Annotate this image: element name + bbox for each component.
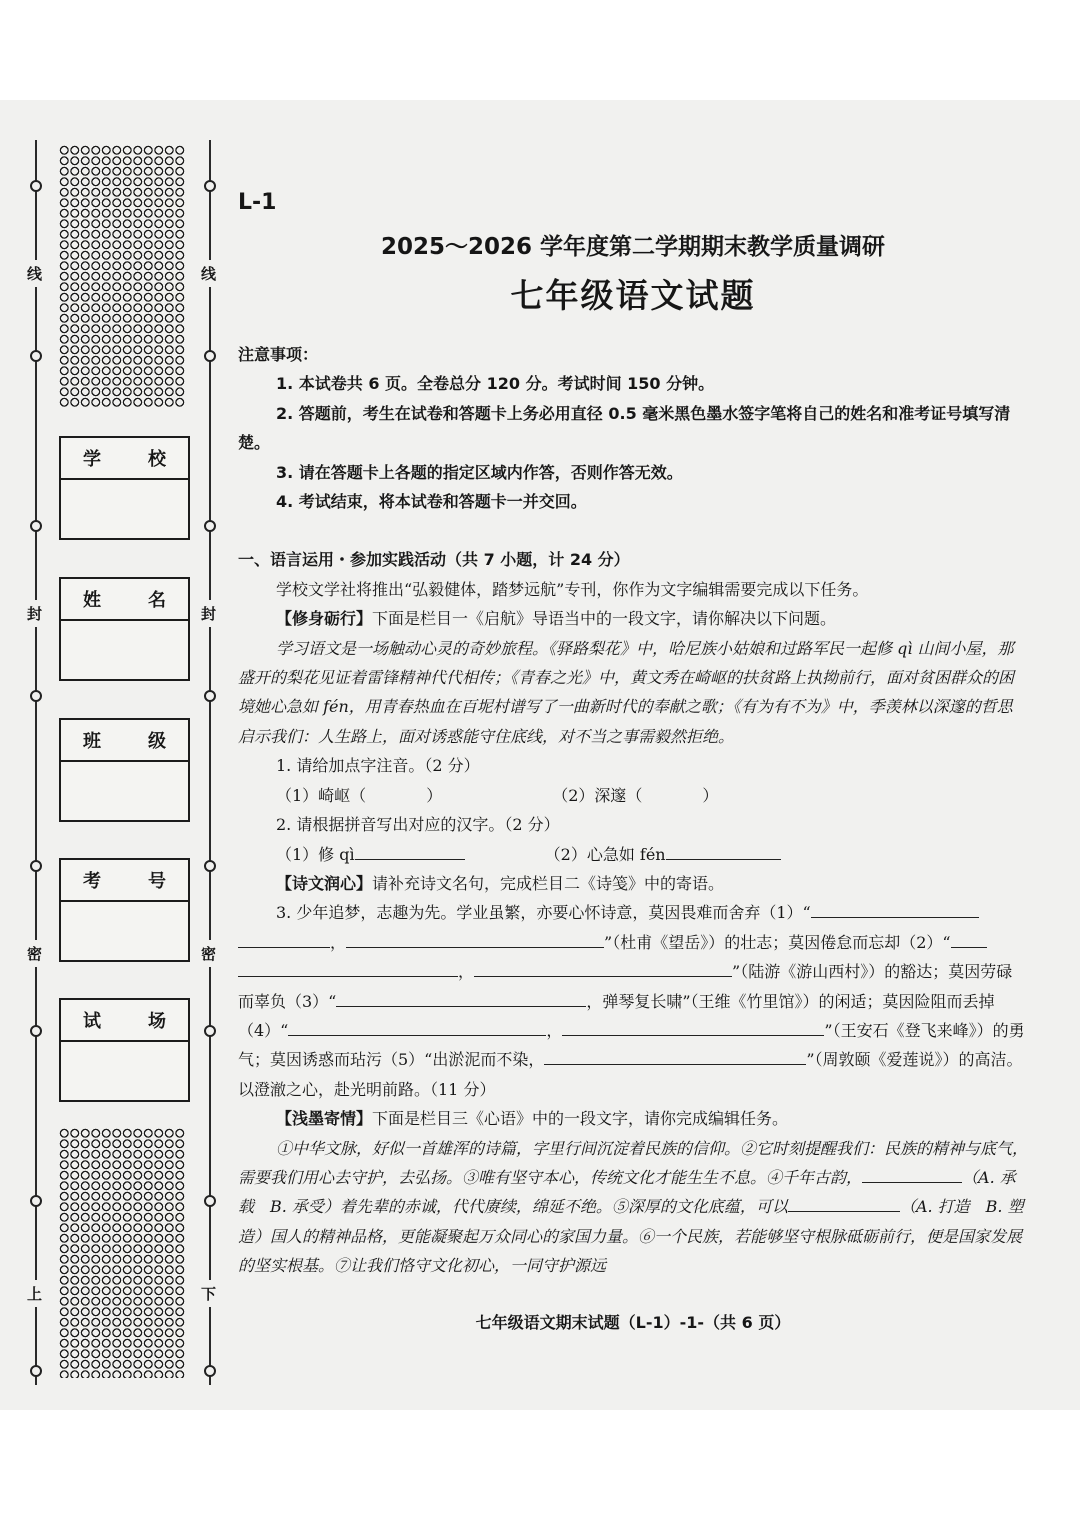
exam-body	[238, 340, 1028, 1281]
question-1-items	[238, 781, 1028, 810]
answer-blank[interactable]	[788, 1197, 900, 1212]
paper-code: L-1	[238, 190, 277, 215]
field-label: 学	[83, 449, 101, 470]
answer-blank[interactable]	[562, 1021, 824, 1036]
q3-text: ”（王安石《登飞来峰》）的勇气；莫因诱惑而玷污（5）“出淤泥而不染，	[238, 1020, 1025, 1070]
margin-char-feng: 封	[201, 600, 216, 627]
margin-char-shang: 上	[27, 1280, 42, 1307]
exam-subtitle: 七年级语文试题	[510, 276, 756, 315]
q3-text: ”（杜甫《望岳》）的壮志；莫因倦怠而忘却（2）“	[604, 932, 951, 952]
q3-text: ，弹琴复长啸”（王维《竹里馆》）的闲适；莫因险阻而丢掉（4）“	[238, 991, 995, 1040]
answer-blank[interactable]	[355, 845, 465, 860]
passage-text	[238, 1134, 1028, 1281]
field-label: 级	[148, 731, 166, 752]
q1-item-a-end: ）	[426, 785, 443, 805]
answer-blank[interactable]	[336, 992, 586, 1007]
question-2: 2. 请根据拼音写出对应的汉字。（2 分）	[276, 815, 560, 835]
section-heading: 一、语言运用・参加实践活动（共 7 小题，计 24 分）	[238, 550, 630, 570]
field-label: 班	[83, 731, 101, 752]
ring-marker	[204, 860, 216, 872]
margin-char-mi: 密	[27, 940, 42, 967]
question-1: 1. 请给加点字注音。（2 分）	[276, 756, 480, 776]
ring-marker	[30, 1195, 42, 1207]
notice-heading: 注意事项：	[238, 345, 319, 364]
answer-blank[interactable]	[544, 1050, 806, 1065]
answer-blank[interactable]	[238, 933, 330, 948]
section-intro: 学校文学社将推出“弘毅健体，踏梦远航”专刊，你作为文字编辑需要完成以下任务。	[276, 579, 869, 599]
answer-blank[interactable]	[288, 1021, 546, 1036]
q3-text: ，	[330, 932, 347, 952]
ring-marker	[30, 1025, 42, 1037]
bubble-grid-top	[59, 145, 185, 407]
bubble-grid-bottom	[59, 1128, 185, 1378]
ring-marker	[204, 520, 216, 532]
q1-item-b: （2）深邃（	[552, 785, 643, 805]
margin-char-feng: 封	[27, 600, 42, 627]
passage-segment: ①中华文脉，好似一首雄浑的诗篇，字里行间沉淀着民族的信仰。②它时刻提醒我们：民族的精神与底气，需要我们用心去守护，去弘扬。③唯有坚守本心，传统文化才能生生不息。④千年古韵，	[238, 1138, 1029, 1187]
field-label: 校	[148, 449, 166, 470]
ring-marker	[204, 180, 216, 192]
notice-item: 3. 请在答题卡上各题的指定区域内作答，否则作答无效。	[276, 462, 683, 482]
answer-blank[interactable]	[862, 1168, 962, 1183]
q1-item-a: （1）崎岖（	[276, 785, 367, 805]
question-2-items	[238, 840, 1028, 869]
q3-text: ”（周敦颐《爱莲说》）的高洁。以澄澈之心，赴光明前路。（11 分）	[238, 1050, 1023, 1099]
passage-segment: （A. 承载 B. 承受）着先辈的赤诚，代代赓续，绵延不绝。⑤深厚的文化底蕴，可以	[238, 1167, 1016, 1217]
answer-blank[interactable]	[474, 962, 732, 977]
task-tag: 【诗文润心】	[276, 873, 373, 893]
ring-marker	[30, 350, 42, 362]
field-box-class[interactable]	[59, 718, 190, 822]
q3-text: ”（陆游《游山西村》）的豁达；莫因劳碌而辜负（3）“	[238, 962, 1013, 1011]
field-label: 姓	[83, 590, 101, 611]
notice-item: 4. 考试结束，将本试卷和答题卡一并交回。	[276, 492, 587, 512]
field-label: 考	[83, 871, 101, 892]
q2-item-b: （2）心急如 fén	[544, 844, 666, 864]
passage-text: 学习语文是一场触动心灵的奇妙旅程。《驿路梨花》中，哈尼族小姑娘和过路军民一起修 qì 山间小屋，那盛开的梨花见证着雷锋精神代代相传；《青春之光》中，黄文秀在崎岖的扶贫路上执拗前行，面对贫困群众的困境她心急如 fén，用青春热血在百坭村谱写了一曲新时代的奉献之歌；《有为有不为》中，季羡林以深邃的哲思启示我们：人生路上，面对诱惑能守住底线，对不当之事需毅然拒绝。	[238, 638, 1015, 746]
field-box-name[interactable]	[59, 577, 190, 681]
ring-marker	[204, 350, 216, 362]
field-label: 试	[83, 1011, 101, 1032]
field-label: 场	[148, 1011, 166, 1032]
field-box-school[interactable]	[59, 436, 190, 540]
answer-blank[interactable]	[238, 962, 458, 977]
ring-marker	[204, 1365, 216, 1377]
ring-marker	[30, 180, 42, 192]
task-text: 下面是栏目三《心语》中的一段文字，请你完成编辑任务。	[372, 1109, 789, 1129]
answer-blank[interactable]	[366, 787, 426, 801]
field-box-exam-number[interactable]	[59, 858, 190, 962]
margin-char-mi: 密	[201, 940, 216, 967]
margin-char-xian: 线	[201, 260, 216, 287]
ring-marker	[30, 690, 42, 702]
exam-title: 2025～2026 学年度第二学期期末教学质量调研	[380, 234, 886, 260]
page-footer: 七年级语文期末试题（L-1）-1-（共 6 页）	[475, 1313, 791, 1332]
q2-item-a: （1）修 qì	[276, 844, 355, 864]
passage-segment: （A. 打造 B. 塑造）国人的精神品格，更能凝聚起万众同心的家国力量。⑥一个民族，若能够坚守根脉砥砺前行，便是国家发展的坚实根基。⑦让我们恪守文化初心，一同守护源远	[238, 1197, 1024, 1276]
answer-blank[interactable]	[642, 787, 702, 801]
field-label: 号	[148, 871, 166, 892]
question-3	[238, 898, 1028, 1104]
task-tag: 【浅墨寄情】	[276, 1109, 373, 1129]
binding-margin	[22, 140, 222, 1385]
notice-item: 1. 本试卷共 6 页。全卷总分 120 分。考试时间 150 分钟。	[276, 374, 715, 394]
task-text: 请补充诗文名句，完成栏目二《诗笺》中的寄语。	[372, 873, 725, 893]
ring-marker	[204, 690, 216, 702]
ring-marker	[204, 1195, 216, 1207]
answer-blank[interactable]	[811, 903, 979, 918]
margin-char-xian: 线	[27, 260, 42, 287]
answer-blank[interactable]	[666, 845, 781, 860]
margin-char-xia: 下	[201, 1280, 216, 1307]
field-label: 名	[148, 590, 166, 611]
q1-item-b-end: ）	[702, 785, 719, 805]
ring-marker	[30, 1365, 42, 1377]
notice-item: 2. 答题前，考生在试卷和答题卡上务必用直径 0.5 毫米黑色墨水签字笔将自己的姓名和准考证号填写清楚。	[238, 403, 1011, 453]
q3-text: ，	[546, 1020, 563, 1040]
ring-marker	[30, 860, 42, 872]
answer-blank[interactable]	[346, 933, 604, 948]
answer-blank[interactable]	[951, 933, 987, 948]
q3-text: ，	[458, 962, 475, 982]
ring-marker	[204, 1025, 216, 1037]
field-box-exam-room[interactable]	[59, 998, 190, 1102]
q3-text: 3. 少年追梦，志趣为先。学业虽繁，亦要心怀诗意，莫因畏难而舍弃（1）“	[276, 903, 811, 923]
ring-marker	[30, 520, 42, 532]
task-text: 下面是栏目一《启航》导语当中的一段文字，请你解决以下问题。	[372, 609, 837, 629]
task-tag: 【修身砺行】	[276, 609, 373, 629]
